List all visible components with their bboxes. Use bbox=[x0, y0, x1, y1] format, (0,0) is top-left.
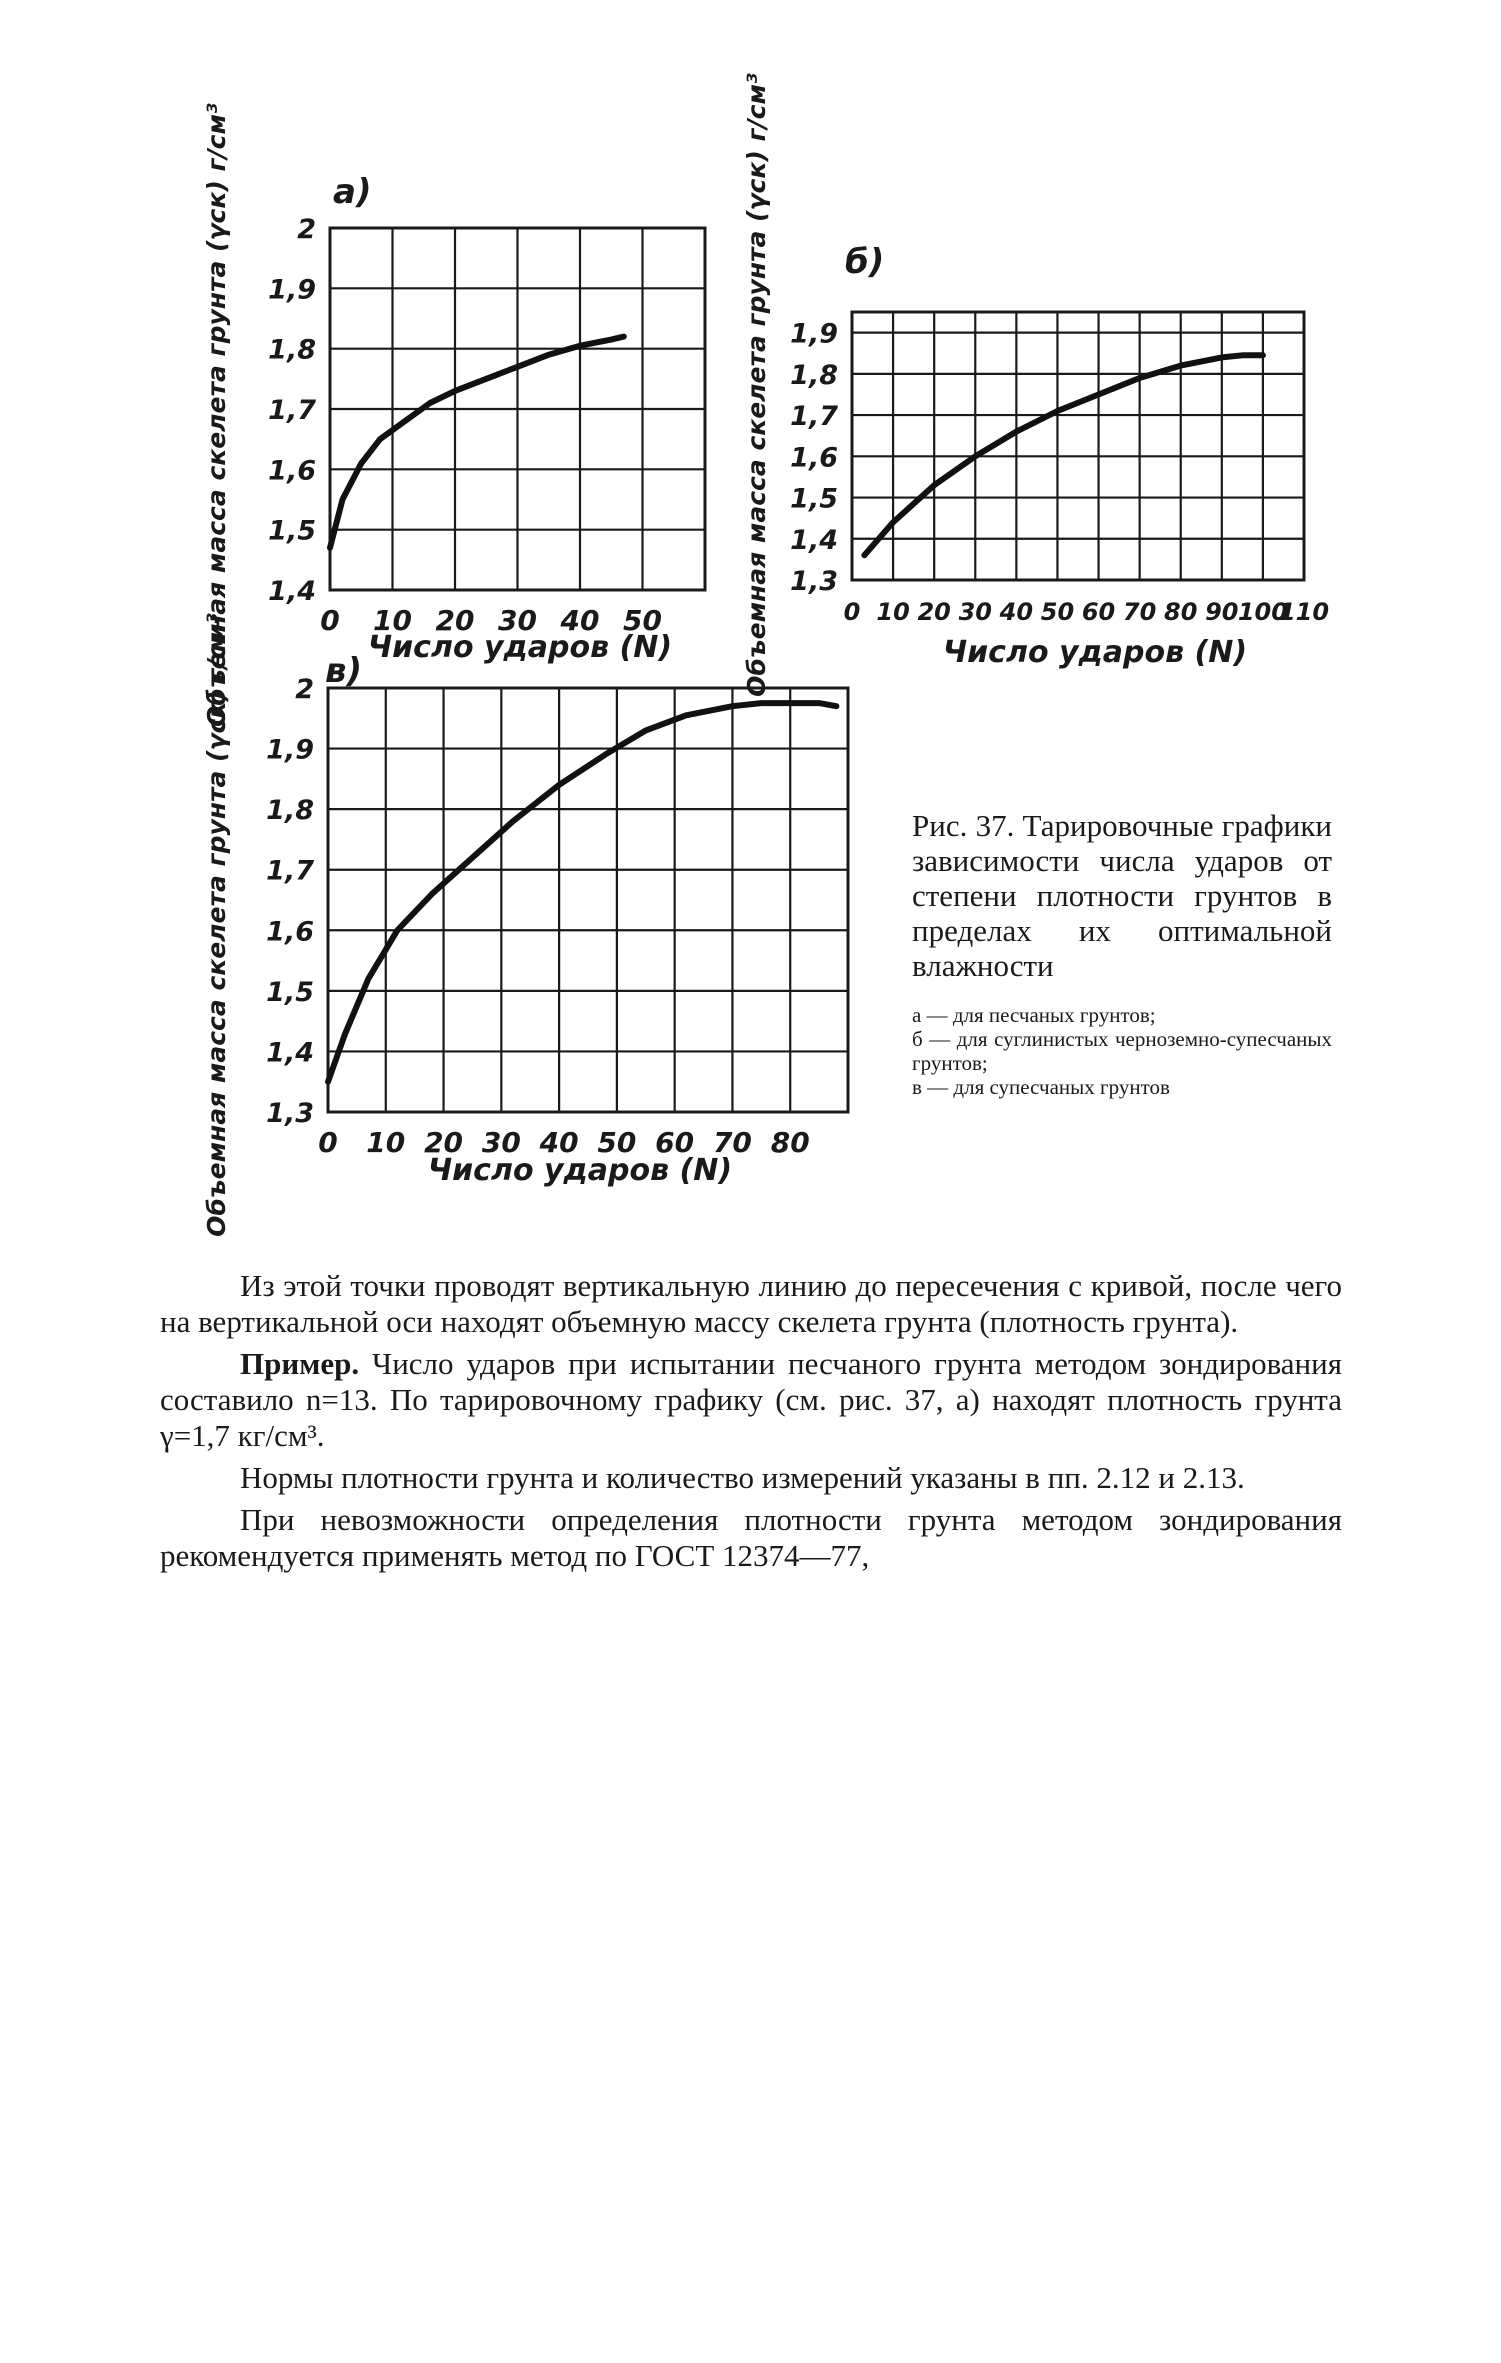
y-tick-label: 1,4 bbox=[266, 1037, 314, 1069]
x-tick-label: 80 bbox=[1164, 598, 1198, 626]
x-tick-label: 10 bbox=[876, 598, 910, 626]
paragraph-1: Из этой точки проводят вертикальную линию до пересечения с кривой, после чего на вертикальной оси находят объемную массу скелета грунта (плотность грунта). bbox=[160, 1268, 1342, 1339]
chart-b-grid bbox=[852, 312, 1304, 580]
y-tick-label: 1,4 bbox=[268, 576, 316, 607]
paragraph-3: Нормы плотности грунта и количество измерений указаны в пп. 2.12 и 2.13. bbox=[240, 1460, 1245, 1495]
x-tick-label: 30 bbox=[958, 598, 992, 626]
y-tick-label: 1,9 bbox=[268, 274, 316, 306]
chart-b-ylabel: Объемная масса скелета грунта (γск) г/см³ bbox=[742, 73, 771, 697]
x-tick-label: 110 bbox=[1278, 598, 1330, 626]
x-tick-label: 100 bbox=[1237, 598, 1288, 626]
x-tick-label: 70 bbox=[712, 1126, 752, 1159]
example-text: Число ударов при испытании песчаного грунта методом зондирования составило n=13. По тарировочному графику (см. рис. 37, а) находят плотность грунта γ=1,7 кг/см³. bbox=[160, 1346, 1342, 1453]
x-tick-label: 0 bbox=[843, 598, 861, 626]
y-tick-label: 1,7 bbox=[790, 401, 838, 433]
x-tick-label: 0 bbox=[320, 604, 340, 637]
x-tick-label: 50 bbox=[623, 604, 662, 637]
chart-b-xlabel: Число ударов (N) bbox=[942, 635, 1248, 670]
y-tick-label: 2 bbox=[295, 674, 314, 705]
y-tick-label: 1,7 bbox=[266, 855, 314, 887]
legend-item-a: а — для песчаных грунтов; bbox=[912, 1003, 1156, 1027]
y-tick-label: 1,5 bbox=[266, 976, 314, 1008]
legend-item-b: б — для суглинистых черноземно-супесчаных грунтов; bbox=[912, 1027, 1332, 1075]
chart-c-y-ticks bbox=[266, 674, 314, 1129]
y-tick-label: 1,8 bbox=[790, 359, 838, 391]
y-tick-label: 1,3 bbox=[266, 1098, 314, 1129]
x-tick-label: 90 bbox=[1205, 598, 1239, 626]
x-tick-label: 40 bbox=[539, 1126, 579, 1159]
x-tick-label: 70 bbox=[1122, 598, 1157, 626]
body-text bbox=[160, 1268, 1342, 1580]
x-tick-label: 50 bbox=[1040, 598, 1075, 626]
figure-caption bbox=[912, 808, 1332, 1099]
chart-b-y-ticks bbox=[790, 319, 838, 597]
chart-b-x-ticks bbox=[844, 598, 1329, 626]
x-tick-label: 20 bbox=[424, 1126, 464, 1159]
y-tick-label: 1,9 bbox=[790, 318, 838, 350]
y-tick-label: 1,6 bbox=[790, 442, 838, 474]
paragraph-2 bbox=[160, 1346, 1342, 1454]
x-tick-label: 20 bbox=[917, 598, 951, 626]
y-tick-label: 1,5 bbox=[268, 515, 316, 547]
legend-item-c: в — для супесчаных грунтов bbox=[912, 1075, 1170, 1099]
chart-panel-b bbox=[742, 73, 1329, 697]
chart-a-ylabel: Объемная масса скелета грунта (γск) г/см³ bbox=[202, 103, 231, 727]
x-tick-label: 40 bbox=[999, 598, 1034, 626]
x-tick-label: 20 bbox=[435, 604, 475, 637]
y-tick-label: 1,5 bbox=[790, 483, 838, 515]
x-tick-label: 60 bbox=[655, 1126, 695, 1159]
x-tick-label: 40 bbox=[560, 604, 600, 637]
chart-c-xlabel: Число ударов (N) bbox=[427, 1153, 733, 1188]
x-tick-label: 80 bbox=[770, 1126, 810, 1159]
panel-label-a: а) bbox=[333, 172, 372, 212]
chart-a-xlabel: Число ударов (N) bbox=[367, 630, 673, 665]
y-tick-label: 1,6 bbox=[266, 916, 314, 948]
chart-a-grid bbox=[330, 228, 705, 590]
paragraph-4: При невозможности определения плотности грунта методом зондирования рекомендуется применять метод по ГОСТ 12374—77, bbox=[160, 1502, 1342, 1573]
x-tick-label: 30 bbox=[498, 604, 537, 637]
example-label: Пример. bbox=[240, 1346, 360, 1381]
y-tick-label: 1,9 bbox=[266, 734, 314, 766]
y-tick-label: 1,8 bbox=[268, 334, 316, 366]
chart-c-ylabel: Объемная масса скелета грунта (γск) г/см³ bbox=[202, 613, 231, 1237]
panel-label-b: б) bbox=[845, 242, 885, 282]
x-tick-label: 30 bbox=[481, 1126, 521, 1159]
chart-c-curve bbox=[328, 703, 836, 1082]
chart-panel-c bbox=[202, 613, 848, 1237]
y-tick-label: 1,7 bbox=[268, 395, 316, 426]
chart-c-grid bbox=[328, 688, 848, 1112]
x-tick-label: 50 bbox=[597, 1126, 637, 1159]
x-tick-label: 0 bbox=[318, 1126, 338, 1159]
y-tick-label: 1,6 bbox=[268, 455, 316, 487]
y-tick-label: 2 bbox=[297, 214, 316, 245]
chart-a-y-ticks bbox=[268, 214, 316, 607]
y-tick-label: 1,3 bbox=[790, 566, 838, 597]
y-tick-label: 1,8 bbox=[266, 795, 314, 827]
chart-c-frame bbox=[328, 688, 848, 1112]
x-tick-label: 60 bbox=[1081, 598, 1116, 626]
panel-label-c: в) bbox=[325, 651, 363, 691]
caption-legend bbox=[912, 1003, 1332, 1099]
x-tick-label: 10 bbox=[366, 1126, 406, 1159]
y-tick-label: 1,4 bbox=[790, 524, 838, 556]
chart-panel-a bbox=[202, 103, 705, 727]
x-tick-label: 10 bbox=[373, 604, 412, 637]
caption-title: Рис. 37. Тарировочные графики зависимости числа ударов от степени плотности грунтов в пределах их оптимальной влажности bbox=[912, 808, 1332, 983]
